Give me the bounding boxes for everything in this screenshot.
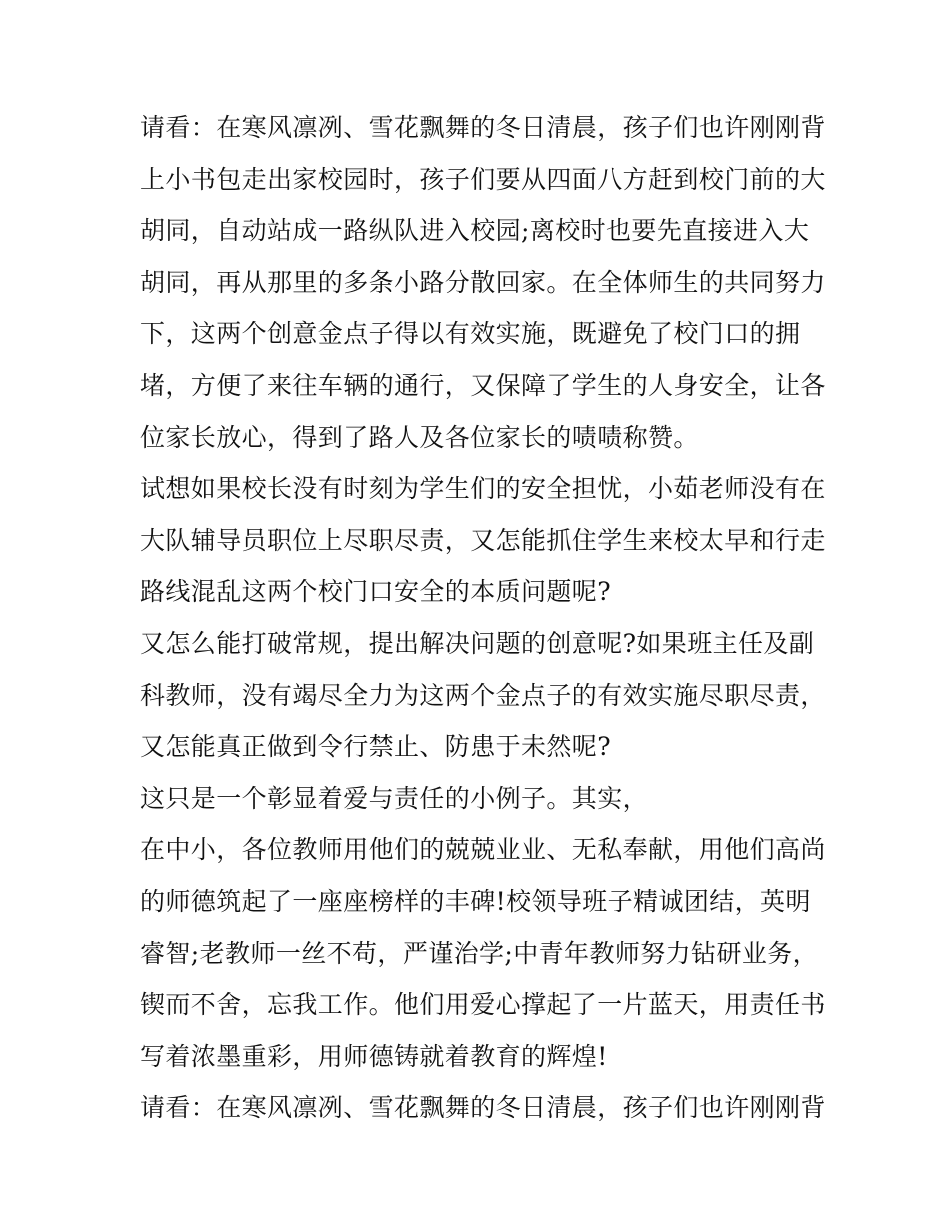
text-line: 科教师，没有竭尽全力为这两个金点子的有效实施尽职尽责， [140,680,826,710]
text-line: 路线混乱这两个校门口安全的本质问题呢? [140,577,612,607]
document-body [140,102,830,1134]
text-line: 锲而不舍，忘我工作。他们用爱心撑起了一片蓝天，用责任书 [140,990,826,1020]
text-line: 胡同，再从那里的多条小路分散回家。在全体师生的共同努力 [140,267,826,297]
text-line: 堵，方便了来往车辆的通行，又保障了学生的人身安全，让各 [140,370,826,400]
text-line: 胡同，自动站成一路纵队进入校园;离校时也要先直接进入大 [140,216,810,246]
text-line: 请看：在寒风凛冽、雪花飘舞的冬日清晨，孩子们也许刚刚背 [140,1093,826,1123]
text-line: 位家长放心，得到了路人及各位家长的啧啧称赞。 [140,422,699,452]
text-line: 上小书包走出家校园时，孩子们要从四面八方赶到校门前的大 [140,164,826,194]
text-line: 请看：在寒风凛冽、雪花飘舞的冬日清晨，孩子们也许刚刚背 [140,113,826,142]
text-line: 睿智;老教师一丝不苟，严谨治学;中青年教师努力钻研业务， [140,938,819,968]
text-line: 又怎么能打破常规，提出解决问题的创意呢?如果班主任及副 [140,628,815,658]
text-line: 在中小，各位教师用他们的兢兢业业、无私奉献，用他们高尚 [140,835,826,865]
text-line: 试想如果校长没有时刻为学生们的安全担忧，小茹老师没有在 [140,474,826,504]
text-line: 下，这两个创意金点子得以有效实施，既避免了校门口的拥 [140,319,801,349]
text-line: 写着浓墨重彩，用师德铸就着教育的辉煌! [140,1041,608,1071]
text-line: 又怎能真正做到令行禁止、防患于未然呢? [140,732,612,762]
text-line: 的师德筑起了一座座榜样的丰碑!校领导班子精诚团结，英明 [140,886,811,916]
text-line: 这只是一个彰显着爱与责任的小例子。其实， [140,783,649,813]
text-line: 大队辅导员职位上尽职尽责，又怎能抓住学生来校太早和行走 [140,525,826,555]
